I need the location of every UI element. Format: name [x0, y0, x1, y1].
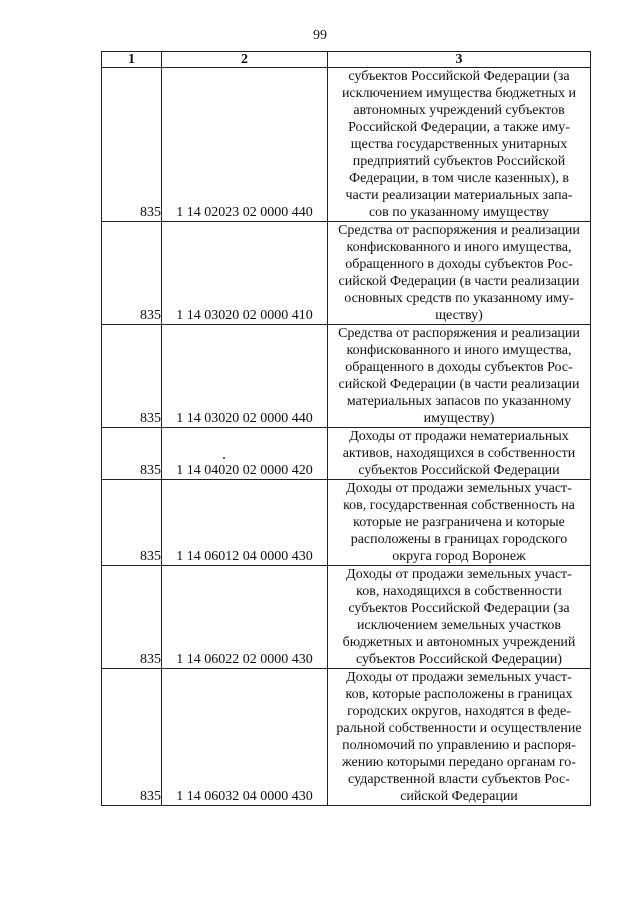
header-row — [102, 52, 591, 68]
page-number: 99 — [313, 28, 327, 43]
revenue-code-cell: 1 14 06012 04 0000 430 — [162, 480, 328, 566]
admin-code-cell: 835 — [102, 480, 162, 566]
description-line: Доходы от продажи земельных участ- — [346, 567, 572, 582]
description-line: бюджетных и автономных учреждений — [342, 635, 576, 650]
table-row — [102, 480, 591, 566]
description-line: ществу) — [435, 308, 483, 323]
description-line: Средства от распоряжения и реализации — [338, 326, 580, 341]
description-line: ральной собственности и осуществление — [336, 721, 582, 736]
table-row — [102, 325, 591, 428]
table-row — [102, 566, 591, 669]
description-cell — [328, 68, 591, 222]
description-line: исключением имущества бюджетных и — [341, 86, 577, 101]
description-line: материальных запасов по указанному — [346, 394, 572, 409]
column-header-2: 2 — [162, 52, 328, 68]
description-line: Доходы от продажи земельных участ- — [346, 481, 572, 496]
description-line: части реализации материальных запа- — [345, 188, 573, 203]
revenue-code-cell: 1 14 06022 02 0000 430 — [162, 566, 328, 669]
description-line: предприятий субъектов Российской — [352, 154, 566, 169]
description-line: сийской Федерации (в части реализации — [338, 377, 580, 392]
description-line: субъектов Российской Федерации (за — [348, 601, 570, 616]
description-line: субъектов Российской Федерации) — [355, 652, 562, 667]
description-line: расположены в границах городского — [350, 532, 568, 547]
description-line: субъектов Российской Федерации — [358, 463, 560, 478]
description-line: субъектов Российской Федерации (за — [348, 69, 570, 84]
column-header-3: 3 — [328, 52, 591, 68]
table-row — [102, 428, 591, 480]
revenue-code-cell: 1 14 02023 02 0000 440 — [162, 68, 328, 222]
description-line: сийской Федерации — [400, 789, 518, 804]
description-line: Средства от распоряжения и реализации — [338, 223, 580, 238]
admin-code-cell: 835 — [102, 325, 162, 428]
description-line: Российской Федерации, а также иму- — [348, 120, 570, 135]
description-cell — [328, 325, 591, 428]
admin-code-cell: 835 — [102, 222, 162, 325]
description-line: сийской Федерации (в части реализации — [338, 274, 580, 289]
description-line: городских округов, находятся в феде- — [347, 704, 571, 719]
admin-code-cell: 835 — [102, 566, 162, 669]
description-line: сударственной власти субъектов Рос- — [348, 772, 570, 787]
table-body — [102, 68, 591, 806]
description-line: автономных учреждений субъектов — [353, 103, 565, 118]
admin-code-cell: 835 — [102, 669, 162, 806]
description-cell — [328, 480, 591, 566]
description-line: ков, государственная собственность на — [343, 498, 575, 513]
description-line: имуществу) — [423, 411, 495, 426]
description-line: обращенного в доходы субъектов Рос- — [345, 360, 573, 375]
description-line: Федерации, в том числе казенных), в — [349, 171, 569, 186]
table-row — [102, 669, 591, 806]
admin-code-cell: 835 — [102, 428, 162, 480]
admin-code-cell: 835 — [102, 68, 162, 222]
description-line: обращенного в доходы субъектов Рос- — [345, 257, 573, 272]
table-row — [102, 68, 591, 222]
description-line: Доходы от продажи нематериальных — [349, 429, 569, 444]
revenue-codes-table — [101, 51, 591, 806]
description-line: конфискованного и иного имущества, — [346, 240, 572, 255]
revenue-code-cell: 1 14 04020 02 0000 420 — [162, 428, 328, 480]
description-cell — [328, 222, 591, 325]
description-cell — [328, 428, 591, 480]
description-line: щества государственных унитарных — [350, 137, 568, 152]
description-line: округа город Воронеж — [392, 549, 526, 564]
column-header-1: 1 — [102, 52, 162, 68]
description-cell — [328, 566, 591, 669]
stray-mark — [223, 457, 225, 459]
description-line: сов по указанному имуществу — [368, 205, 550, 220]
revenue-code-cell: 1 14 06032 04 0000 430 — [162, 669, 328, 806]
table-row — [102, 222, 591, 325]
description-line: исключением земельных участков — [356, 618, 562, 633]
description-cell — [328, 669, 591, 806]
description-line: жению которыми передано органам го- — [342, 755, 576, 770]
revenue-code-cell: 1 14 03020 02 0000 410 — [162, 222, 328, 325]
description-line: которые не разграничена и которые — [353, 515, 565, 530]
description-line: Доходы от продажи земельных участ- — [346, 670, 572, 685]
description-line: основных средств по указанному иму- — [344, 291, 574, 306]
description-line: активов, находящихся в собственности — [342, 446, 576, 461]
description-line: ков, которые расположены в границах — [345, 687, 573, 702]
description-line: ков, находящихся в собственности — [356, 584, 562, 599]
revenue-code-cell: 1 14 03020 02 0000 440 — [162, 325, 328, 428]
description-line: конфискованного и иного имущества, — [346, 343, 572, 358]
description-line: полномочий по управлению и распоря- — [342, 738, 576, 753]
